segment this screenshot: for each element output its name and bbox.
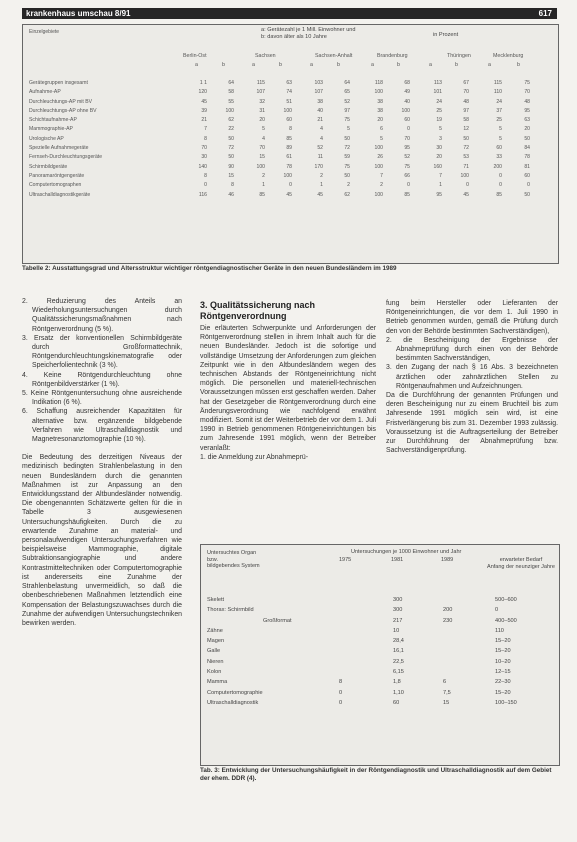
examination-frequency-table — [200, 544, 560, 766]
journal-title: krankenhaus umschau 8/91 — [26, 9, 131, 18]
table-cell: 7,5 — [443, 689, 451, 696]
row-label: Galle — [207, 648, 221, 655]
table-cell: 24 — [496, 98, 502, 105]
table-cell: 115 — [256, 80, 265, 86]
table-cell: 74 — [286, 89, 292, 96]
table-row — [29, 116, 554, 125]
table-cell: 8 — [231, 182, 234, 189]
table-cell: 300 — [393, 607, 403, 614]
table-row — [207, 688, 553, 698]
table-cell: 24 — [436, 98, 442, 105]
table1-region-label: Einzelgebiete — [29, 29, 60, 35]
table-cell: 100 — [401, 107, 410, 114]
table-cell: 78 — [524, 154, 530, 161]
sub-header: b — [397, 62, 400, 68]
table-cell: 8 — [204, 135, 207, 142]
table-cell: 300 — [393, 597, 403, 603]
table-row — [207, 605, 553, 615]
table-cell: 75 — [344, 163, 350, 170]
table-cell: 60 — [496, 145, 502, 152]
table-cell: 160 — [433, 163, 442, 170]
table-cell: 10–20 — [495, 658, 511, 665]
table-cell: 7 — [380, 172, 383, 179]
table-cell: 66 — [404, 172, 410, 179]
row-label: Panoramaröntgengeräte — [29, 172, 85, 179]
row-label: Thorax: Schirmbild — [207, 607, 254, 614]
table-cell: 5 — [499, 126, 502, 133]
table-cell: 62 — [344, 191, 350, 198]
table-cell: 39 — [201, 107, 207, 114]
table2-year: 1975 — [339, 557, 352, 563]
table1-caption: Tabelle 2: Ausstattungsgrad und Altersstruktur wichtiger röntgendiagnostischer Geräte in den neuen Bundesländern im 1989 — [22, 265, 397, 272]
section-title: 3. Qualitätssicherung nach Röntgenverordnung — [200, 300, 316, 321]
table-cell: 45 — [286, 191, 292, 198]
table-cell: 50 — [344, 172, 350, 179]
table-cell: 2 — [320, 172, 323, 179]
table-row — [29, 135, 554, 144]
table-cell: 75 — [524, 80, 530, 86]
sub-header: a — [195, 62, 198, 68]
table-cell: 22 — [228, 126, 234, 133]
row-label: Schichtaufnahme-AP — [29, 117, 77, 124]
page-number: 617 — [538, 9, 552, 18]
table-cell: 400–500 — [495, 617, 517, 624]
table-cell: 101 — [433, 89, 442, 96]
table-cell: 50 — [524, 191, 530, 198]
table-cell: 61 — [286, 154, 292, 161]
row-label: Gerätegruppen insgesamt — [29, 80, 88, 86]
table-row — [29, 79, 554, 88]
table-cell: 100 — [374, 163, 383, 170]
table-cell: 0 — [495, 607, 499, 614]
row-label: Fernseh-Durchleuchtungsgeräte — [29, 154, 103, 161]
table-cell: 5 — [380, 135, 383, 142]
table-row — [29, 125, 554, 134]
table-row — [29, 153, 554, 162]
row-label: Großformat — [263, 617, 292, 624]
table-cell: 100 — [283, 172, 292, 179]
table-cell: 95 — [436, 191, 442, 198]
row-label: Ultraschalldiagnostikgeräte — [29, 191, 91, 198]
table-cell: 50 — [463, 135, 469, 142]
table-cell: 48 — [524, 98, 530, 105]
table2-organ-header: Untersuchtes Organ bzw. bildgebendes System — [207, 550, 260, 569]
row-label: Computertomographen — [29, 182, 82, 189]
table-row — [207, 657, 553, 667]
list-item: 6. Schaffung ausreichender Kapazitäten für alternative bzw. ergänzende bildgebende Verfahren wie Ultraschalldiagnostik und Magnetresonanztomographie (10 %). — [22, 408, 182, 444]
table2-year: 1989 — [441, 557, 454, 563]
table-cell: 85 — [259, 191, 265, 198]
table2-need-header: erwarteter Bedarf Anfang der neunziger Jahre — [487, 557, 555, 570]
table-cell: 52 — [344, 98, 350, 105]
table-cell: 60 — [286, 117, 292, 124]
row-label: Ultraschalldiagnostik — [207, 699, 259, 706]
table-cell: 26 — [377, 154, 383, 161]
state-header: Brandenburg — [377, 53, 408, 59]
table-cell: 63 — [286, 80, 292, 86]
row-label: Urologische AP — [29, 135, 64, 142]
table-cell: 113 — [433, 80, 442, 86]
list-item: 2. Reduzierung des Anteils an Wiederholungsuntersuchungen durch Qualitätssicherungsmaßnahmen nach Röntgenverordnung (5 %). — [22, 298, 182, 333]
table-cell: 63 — [524, 117, 530, 124]
table-cell: 25 — [496, 117, 502, 124]
table-cell: 0 — [339, 689, 343, 696]
table-cell: 15 — [443, 699, 450, 706]
table-row — [29, 107, 554, 116]
table-cell: 58 — [228, 89, 234, 96]
table-cell: 25 — [436, 107, 442, 114]
table-cell: 50 — [228, 135, 234, 142]
table-cell: 32 — [259, 98, 265, 105]
table-cell: 100 — [460, 172, 469, 179]
row-label: Kolon — [207, 669, 222, 676]
table-cell: 217 — [393, 617, 403, 624]
table2-body — [207, 595, 553, 708]
table2-caption: Tab. 3: Entwicklung der Untersuchungshäufigkeit in der Röntgendiagnostik und Ultraschalldiagnostik auf dem Gebiet der ehem. DDR (4). — [200, 767, 552, 782]
table1-header-percent: in Prozent — [433, 32, 459, 38]
table-cell: 68 — [404, 80, 410, 86]
row-label: Durchleuchtungs-AP ohne BV — [29, 107, 97, 114]
table-cell: 85 — [404, 191, 410, 198]
table-cell: 230 — [443, 617, 453, 624]
row-label: Skelett — [207, 597, 225, 603]
table-cell: 40 — [317, 107, 323, 114]
table-cell: 116 — [198, 191, 207, 198]
table-row — [207, 595, 553, 605]
table-cell: 5 — [347, 126, 350, 133]
table-cell: 100 — [374, 145, 383, 152]
table-cell: 10 — [393, 627, 400, 634]
table-cell: 31 — [259, 107, 265, 114]
table-cell: 22,5 — [393, 658, 404, 665]
table-cell: 0 — [527, 182, 530, 189]
table-cell: 7 — [439, 172, 442, 179]
table-cell: 100–150 — [495, 699, 517, 706]
table-cell: 100 — [374, 191, 383, 198]
table-cell: 107 — [314, 89, 323, 96]
sub-header: b — [517, 62, 520, 68]
table-cell: 12–15 — [495, 669, 511, 676]
table-cell: 2 — [262, 172, 265, 179]
table-cell: 33 — [496, 154, 502, 161]
text-column-3 — [386, 299, 558, 455]
table-row — [29, 98, 554, 107]
table-cell: 64 — [228, 80, 234, 86]
table-cell: 21 — [201, 117, 207, 124]
table-cell: 15–20 — [495, 689, 511, 696]
table-cell: 100 — [283, 107, 292, 114]
table-row — [207, 646, 553, 656]
sub-header: a — [371, 62, 374, 68]
table-cell: 0 — [289, 182, 292, 189]
table-cell: 1,8 — [393, 679, 401, 686]
paragraph: Die Bedeutung des derzeitigen Niveaus der medizinisch bedingten Strahlenbelastung in den neuen Bundesländern durch die genannten Maßnahmen ist zur Anpassung an den Entwicklungsstand der Altbundesländer notwendig. Die obengenannten Schätzwerte gelten für die in Tabelle 3 ausgewiesenen Untersuchungshäufigkeiten. Durch die zu erwartende Zunahme an material- und personalaufwendigen Untersuchungsverfahren wie beispielsweise Mammographie, digitale Subtraktionsangiographie und andere Kontrastmitteltechniken oder Computertomographie ist andererseits eine Zunahme der Strahlenbelastung unvermeidlich, so daß die obenbeschriebenen Maßnahmen letztendlich eine Kompensation der Belastungszuwachses durch die Zunahme der aufwendigen Untersuchungstechniken bewirken werden. — [22, 454, 182, 627]
table-cell: 2 — [380, 182, 383, 189]
paragraph: fung beim Hersteller oder Lieferanten der Röntgeneinrichtungen, die vor dem 1. Juli 1990 in Betrieb genommen wurden, gemäß die Prüfung durch den von der Behörde bestimmten Sachverständigen), — [386, 300, 558, 335]
row-label: Mamma — [207, 679, 228, 686]
table-cell: 53 — [463, 154, 469, 161]
table-cell: 52 — [317, 145, 323, 152]
table-cell: 0 — [204, 182, 207, 189]
table-cell: 4 — [320, 135, 323, 142]
row-label: Nieren — [207, 658, 224, 665]
state-header: Thüringen — [447, 53, 471, 59]
table-cell: 12 — [463, 126, 469, 133]
table-cell: 4 — [262, 135, 265, 142]
row-label: Magen — [207, 638, 225, 645]
table-cell: 70 — [463, 89, 469, 96]
table-cell: 118 — [374, 80, 383, 86]
table-cell: 70 — [524, 89, 530, 96]
table-cell: 170 — [314, 163, 323, 170]
table-cell: 95 — [404, 145, 410, 152]
table-cell: 7 — [204, 126, 207, 133]
table-cell: 11 — [317, 154, 323, 161]
table-cell: 0 — [339, 699, 343, 706]
table-cell: 95 — [524, 107, 530, 114]
table-cell: 70 — [259, 145, 265, 152]
table-cell: 75 — [344, 117, 350, 124]
table-cell: 15 — [259, 154, 265, 161]
table-cell: 100 — [256, 163, 265, 170]
table-cell: 28,4 — [393, 638, 404, 645]
sub-header: b — [222, 62, 225, 68]
table-cell: 1 — [262, 182, 265, 189]
table-row — [207, 698, 553, 708]
table-cell: 1 1 — [199, 80, 207, 86]
list-item: 3. Ersatz der konventionellen Schirmbildgeräte durch Großformattechnik, Röntgendurchleuchtungskinematografie oder Speicherfolientechnik (3 %). — [22, 334, 182, 370]
table-cell: 60 — [404, 117, 410, 124]
row-label: Spezielle Aufnahmegeräte — [29, 145, 89, 152]
table-cell: 72 — [228, 145, 234, 152]
table-row — [29, 181, 554, 190]
table-row — [207, 616, 553, 626]
table-cell: 5 — [262, 126, 265, 133]
table-cell: 1 — [439, 182, 442, 189]
row-label: Computertomographie — [207, 689, 263, 696]
table-cell: 100 — [225, 107, 234, 114]
table-cell: 200 — [493, 163, 502, 170]
table-cell: 20 — [436, 154, 442, 161]
table-cell: 70 — [404, 135, 410, 142]
table-cell: 60 — [524, 172, 530, 179]
table-cell: 500–600 — [495, 597, 517, 603]
text-column-2 — [200, 300, 376, 462]
table-cell: 85 — [496, 191, 502, 198]
state-header: Mecklenburg — [493, 53, 524, 59]
state-header: Sachsen — [255, 53, 276, 59]
table-cell: 89 — [286, 145, 292, 152]
table-row — [29, 172, 554, 181]
table-cell: 0 — [407, 182, 410, 189]
table-cell: 45 — [317, 191, 323, 198]
table-cell: 50 — [228, 154, 234, 161]
table-cell: 0 — [407, 126, 410, 133]
table-cell: 16,1 — [393, 648, 404, 655]
text-column-1 — [22, 297, 182, 628]
table-cell: 8 — [204, 172, 207, 179]
table-cell: 45 — [463, 191, 469, 198]
row-label: Zähne — [207, 627, 223, 634]
table-cell: 110 — [495, 627, 504, 634]
table-row — [207, 667, 553, 677]
table-cell: 20 — [524, 126, 530, 133]
table-cell: 75 — [404, 163, 410, 170]
table-cell: 22–30 — [495, 679, 511, 686]
table-cell: 67 — [463, 80, 469, 86]
table-cell: 8 — [289, 126, 292, 133]
table-cell: 6,15 — [393, 669, 404, 676]
row-label: Schirmbildgeräte — [29, 163, 68, 170]
table-cell: 37 — [496, 107, 502, 114]
table-cell: 1,10 — [393, 689, 404, 696]
table-cell: 38 — [377, 107, 383, 114]
table-cell: 0 — [466, 182, 469, 189]
table-cell: 30 — [201, 154, 207, 161]
table-cell: 50 — [524, 135, 530, 142]
table-cell: 15 — [228, 172, 234, 179]
table-cell: 4 — [320, 126, 323, 133]
table-cell: 40 — [404, 98, 410, 105]
table-cell: 6 — [443, 679, 447, 686]
table-cell: 64 — [344, 80, 350, 86]
table-cell: 21 — [317, 117, 323, 124]
table-cell: 62 — [228, 117, 234, 124]
table-cell: 107 — [256, 89, 265, 96]
state-header: Sachsen-Anhalt — [315, 53, 353, 59]
table-cell: 72 — [344, 145, 350, 152]
table-cell: 20 — [259, 117, 265, 124]
list-item: 5. Keine Röntgenuntersuchung ohne ausreichende Indikation (6 %). — [22, 390, 182, 407]
table-row — [207, 636, 553, 646]
table-cell: 58 — [463, 117, 469, 124]
list-item: 4. Keine Röntgendurchleuchtung ohne Röntgenbildverstärker (1 %). — [22, 371, 182, 388]
table-cell: 52 — [404, 154, 410, 161]
journal-header — [22, 8, 557, 19]
row-label: Mammographie-AP — [29, 126, 73, 133]
table-cell: 8 — [339, 679, 343, 686]
table-cell: 60 — [393, 699, 400, 706]
sub-header: a — [252, 62, 255, 68]
table-cell: 1 — [320, 182, 323, 189]
table-cell: 0 — [499, 182, 502, 189]
table-cell: 15–20 — [495, 648, 511, 655]
row-label: Aufnahme-AP — [29, 89, 61, 96]
table-cell: 59 — [344, 154, 350, 161]
table-cell: 2 — [347, 182, 350, 189]
table-cell: 120 — [198, 89, 207, 96]
equipment-table — [22, 24, 559, 264]
table-cell: 85 — [286, 135, 292, 142]
table-cell: 50 — [344, 135, 350, 142]
table-cell: 70 — [201, 145, 207, 152]
paragraph: Da die Durchführung der genannten Prüfungen und deren Bescheinigung nur zu einem Bruchteil bis zum Jahresende 1991 möglich sein wird, ist eine Fristverlängerung bis zum 31. Dezember 1993 zulässig. Voraussetzung ist die Auftragserteilung der Betreiber zur Durchführung der Abnahmeprüfung bzw. Sachverständigenprüfung. — [386, 392, 558, 455]
table-cell: 38 — [377, 98, 383, 105]
table-cell: 5 — [499, 135, 502, 142]
table-row — [29, 191, 554, 200]
table-cell: 90 — [228, 163, 234, 170]
table-cell: 81 — [524, 163, 530, 170]
table-cell: 3 — [439, 135, 442, 142]
table-cell: 51 — [286, 98, 292, 105]
table-cell: 97 — [344, 107, 350, 114]
table-row — [29, 144, 554, 153]
table-cell: 15–20 — [495, 638, 511, 645]
sub-header: b — [337, 62, 340, 68]
table-cell: 71 — [463, 163, 469, 170]
table2-group-header: Untersuchungen je 1000 Einwohner und Jahr — [351, 549, 462, 555]
table-cell: 38 — [317, 98, 323, 105]
table-cell: 45 — [201, 98, 207, 105]
table-cell: 84 — [524, 145, 530, 152]
table-cell: 5 — [439, 126, 442, 133]
sub-header: a — [310, 62, 313, 68]
table-cell: 65 — [344, 89, 350, 96]
sub-header: b — [455, 62, 458, 68]
table-cell: 110 — [493, 89, 502, 96]
list-item: 3. den Zugang der nach § 16 Abs. 3 bezeichneten ärztlichen oder zahnärztlichen Stellen zu Röntgenaufnahmen und Aufzeichnungen. — [386, 364, 558, 390]
state-header: Berlin-Ost — [183, 53, 207, 59]
paragraph: Die erläuterten Schwerpunkte und Anforderungen der Röntgenverordnung stellen in ihrem Inhalt auch für die neuen Bundesländer. Jedoch ist die sofortige und vollständige Umsetzung der Anforderungen zum gleichen Zeitpunkt wie in den Altbundesländern wegen des technischen Abstands der Röntgeneinrichtung nicht möglich. Die personellen und materiell-technischen Voraussetzungen müssen erst geschaffen werden. Daher hat der Gesetzgeber die Röntgenverordnung durch eine Änderungsverordnung wie nachfolgend erwähnt modifiziert. Somit ist der Weiterbetrieb der vor dem 1. Juli 1990 in Betrieb genommenen Röntgeneinrichtungen bis zum Jahresende 1991 möglich, wenn der Betreiber veranlaßt: — [200, 325, 376, 452]
table-cell: 6 — [380, 126, 383, 133]
table-cell: 30 — [436, 145, 442, 152]
table-cell: 46 — [228, 191, 234, 198]
table-cell: 72 — [463, 145, 469, 152]
table-cell: 0 — [499, 172, 502, 179]
table-cell: 200 — [443, 607, 453, 614]
table-cell: 140 — [198, 163, 207, 170]
table-cell: 20 — [377, 117, 383, 124]
table-row — [207, 626, 553, 636]
sub-header: b — [279, 62, 282, 68]
table-cell: 103 — [314, 80, 323, 86]
table-cell: 48 — [463, 98, 469, 105]
list-item: 2. die Bescheinigung der Ergebnisse der Abnahmeprüfung durch einen von der Behörde bestimmten Sachverständigen, — [386, 336, 558, 363]
table-cell: 97 — [463, 107, 469, 114]
table-cell: 115 — [493, 80, 502, 86]
table2-year: 1981 — [391, 557, 404, 563]
table1-header-title: a: Gerätezahl je 1 Mill. Einwohner und b: davon älter als 10 Jahre — [261, 27, 356, 40]
table-row — [29, 163, 554, 172]
table-cell: 55 — [228, 98, 234, 105]
sub-header: a — [429, 62, 432, 68]
table-row — [29, 88, 554, 97]
table-cell: 100 — [374, 89, 383, 96]
table-cell: 19 — [436, 117, 442, 124]
table-cell: 49 — [404, 89, 410, 96]
table-row — [207, 677, 553, 687]
sub-header: a — [488, 62, 491, 68]
list-item: 1. die Anmeldung zur Abnahmeprü- — [200, 453, 309, 461]
table1-body — [29, 79, 554, 200]
table-cell: 78 — [286, 163, 292, 170]
row-label: Durchleuchtungs-AP mit BV — [29, 98, 93, 105]
